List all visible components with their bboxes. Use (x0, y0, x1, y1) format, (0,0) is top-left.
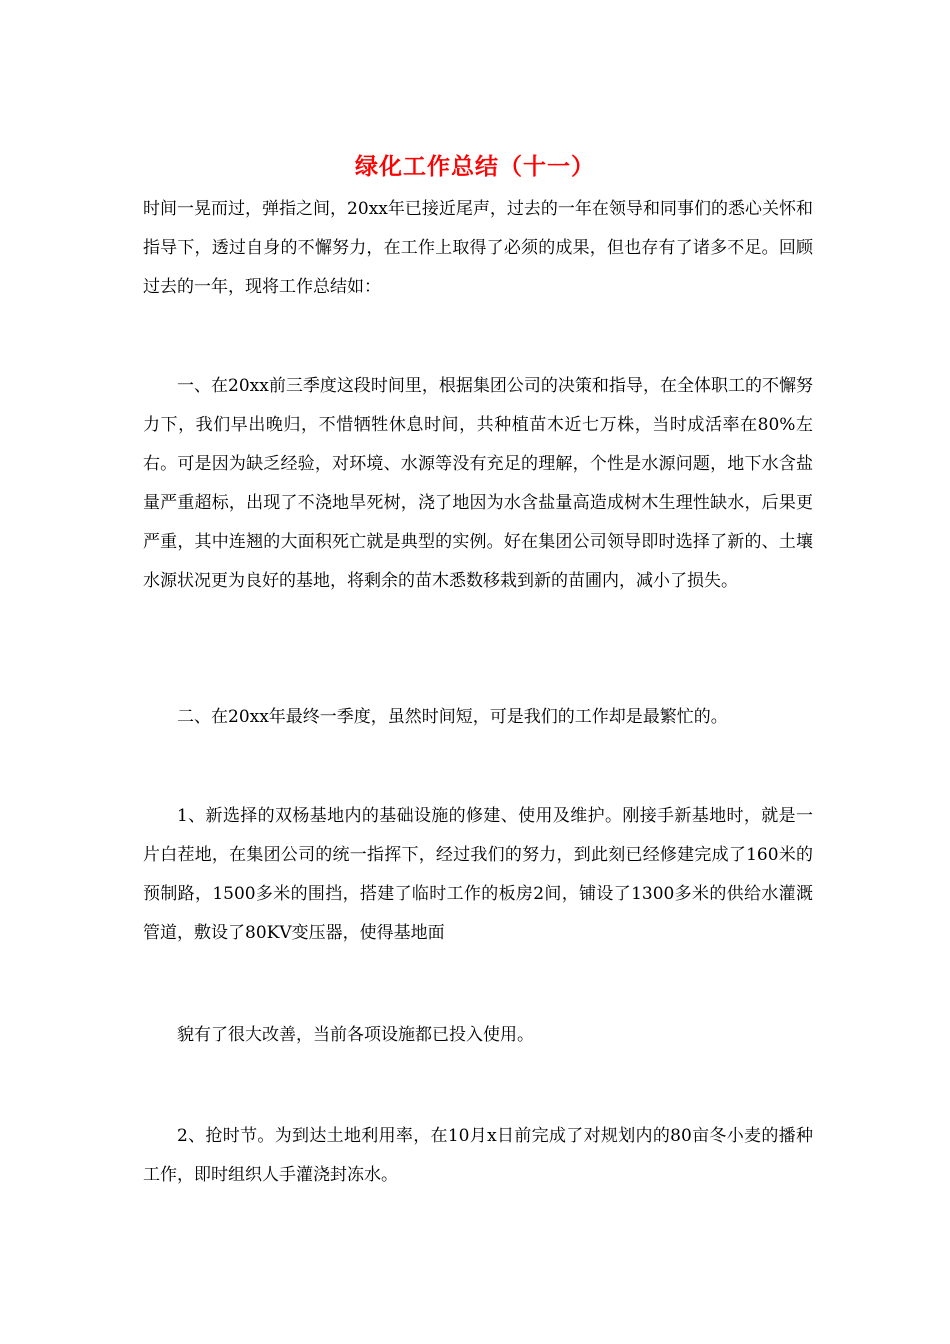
paragraph-item-one-continued: 貌有了很大改善，当前各项设施都已投入使用。 (177, 1025, 534, 1045)
paragraph-section-one: 一、在20xx前三季度这段时间里，根据集团公司的决策和指导，在全体职工的不懈努力下，我们早出晚归，不惜牺牲休息时间，共种植苗木近七万株，当时成活率在80%左右。可是因为缺乏经验，对环境、水源等没有充足的理解，个性是水源问题，地下水含盐量严重超标，出现了不浇地旱死树，浇了地因为水含盐量高造成树木生理性缺水，后果更严重，其中连翘的大面积死亡就是典型的实例。好在集团公司领导即时选择了新的、土壤水源状况更为良好的基地，将剩余的苗木悉数移栽到新的苗圃内，减小了损失。 (143, 376, 813, 591)
paragraph-section-two: 二、在20xx年最终一季度，虽然时间短，可是我们的工作却是最繁忙的。 (177, 707, 728, 727)
document-title: 绿化工作总结（十一） (355, 153, 595, 180)
paragraph-item-one: 1、新选择的双杨基地内的基础设施的修建、使用及维护。刚接手新基地时，就是一片白茬地，在集团公司的统一指挥下，经过我们的努力，到此刻已经修建完成了160米的预制路，1500多米的围挡，搭建了临时工作的板房2间，铺设了1300多米的供给水灌溉管道，敷设了80KV变压器，使得基地面 (143, 806, 813, 943)
paragraph-intro: 时间一晃而过，弹指之间，20xx年已接近尾声，过去的一年在领导和同事们的悉心关怀和指导下，透过自身的不懈努力，在工作上取得了必须的成果，但也存有了诸多不足。回顾过去的一年，现将工作总结如： (143, 199, 813, 297)
paragraph-item-two: 2、抢时节。为到达土地利用率，在10月x日前完成了对规划内的80亩冬小麦的播种工作，即时组织人手灌浇封冻水。 (143, 1126, 813, 1185)
